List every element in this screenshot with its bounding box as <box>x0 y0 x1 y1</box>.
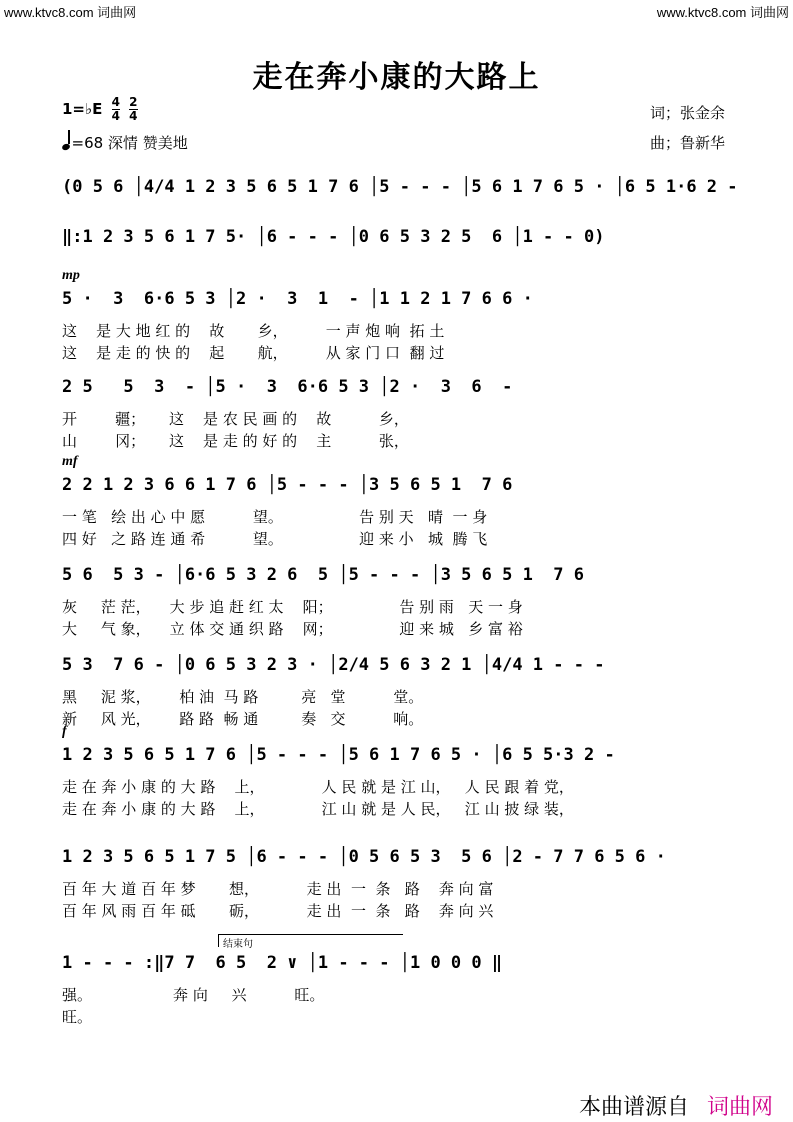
composer: 曲；鲁新华 <box>650 134 726 152</box>
quarter-note-icon <box>61 143 71 151</box>
lyric-line: 走 在 奔 小 康 的 大 路 上， 人 民 就 是 江 山， 人 民 跟 着 党， <box>62 778 574 796</box>
watermark-left: www.ktvc8.com 词曲网 <box>4 5 137 20</box>
notation-notes: 1 2 3 5 6 5 1 7 5 │6 - - - │0 5 6 5 3 5 6 │2 - 7 7 6 5 6 · <box>62 847 666 867</box>
notation-row <box>62 740 732 770</box>
lyric-line: 新 风 光， 路 路 畅 通 奏 交 响。 <box>62 710 424 728</box>
notation-row <box>62 948 732 978</box>
lyric-line: 强。 奔 向 兴 旺。 <box>62 986 325 1004</box>
lyric-line: 开 疆； 这 是 农 民 画 的 故 乡， <box>62 410 409 428</box>
notation-notes: ‖:1 2 3 5 6 1 7 5· │6 - - - │0 6 5 3 2 5 6 │1 - - 0) <box>62 227 605 247</box>
footer-source <box>579 1090 773 1121</box>
key-label: 1=♭E <box>62 100 103 118</box>
lyricist: 词；张金余 <box>650 104 726 122</box>
lyric-line: 黑 泥 浆， 柏 油 马 路 亮 堂 堂。 <box>62 688 424 706</box>
notation-row <box>62 470 732 500</box>
notation-notes: 5 6 5 3 - │6·6 5 3 2 6 5 │5 - - - │3 5 6 5 1 7 6 <box>62 565 584 585</box>
lyric-line: 这 是 走 的 快 的 起 航， 从 家 门 口 翻 过 <box>62 344 445 362</box>
ending-bracket: 结束句 <box>218 934 403 947</box>
footer-text: 本曲谱源自 <box>578 1095 689 1120</box>
song-title: 走在奔小康的大路上 <box>252 60 541 95</box>
notation-notes: 1 2 3 5 6 5 1 7 6 │5 - - - │5 6 1 7 6 5 · │6 5 5·3 2 - <box>62 745 615 765</box>
lyric-line: 大 气 象， 立 体 交 通 织 路 网； 迎 来 城 乡 富 裕 <box>62 620 523 638</box>
key-signature <box>62 96 138 123</box>
notation-notes: 5 · 3 6·6 5 3 │2 · 3 1 - │1 1 2 1 7 6 6 · <box>62 289 533 309</box>
notation-row <box>62 284 732 314</box>
notation-notes: 1 - - - :‖7 7 6 5 2 ∨ │1 - - - │1 0 0 0 ‖ <box>62 953 503 973</box>
notation-row <box>62 372 732 402</box>
time-signature-2: $\frac{2}{4}$ <box>129 95 138 123</box>
time-signature-1: $\frac{4}{4}$ <box>111 95 120 123</box>
notation-row <box>62 222 732 252</box>
watermark-right: www.ktvc8.com 词曲网 <box>656 5 789 20</box>
lyric-line: 百 年 风 雨 百 年 砥 砺， 走 出 一 条 路 奔 向 兴 <box>62 902 494 920</box>
dynamic-marking: mp <box>62 268 80 283</box>
lyric-line: 灰 茫 茫， 大 步 追 赶 红 太 阳； 告 别 雨 天 一 身 <box>62 598 523 616</box>
notation-notes: 2 5 5 3 - │5 · 3 6·6 5 3 │2 · 3 6 - <box>62 377 513 397</box>
tempo-text: =68 深情 赞美地 <box>71 134 188 152</box>
tempo-marking <box>62 132 188 153</box>
lyric-line: 一 笔 绘 出 心 中 愿 望。 告 别 天 晴 一 身 <box>62 508 488 526</box>
lyric-line: 四 好 之 路 连 通 希 望。 迎 来 小 城 腾 飞 <box>62 530 488 548</box>
dynamic-marking: f <box>62 724 67 739</box>
dynamic-marking: mf <box>62 454 78 469</box>
lyric-line: 这 是 大 地 红 的 故 乡， 一 声 炮 响 拓 土 <box>62 322 445 340</box>
lyric-line: 山 冈； 这 是 走 的 好 的 主 张， <box>62 432 409 450</box>
notation-row <box>62 560 732 590</box>
footer-brand: 词曲网 <box>706 1095 773 1120</box>
notation-row <box>62 650 732 680</box>
notation-notes: 5 3 7 6 - │0 6 5 3 2 3 · │2/4 5 6 3 2 1 │4/4 1 - - - <box>62 655 605 675</box>
lyric-line: 百 年 大 道 百 年 梦 想， 走 出 一 条 路 奔 向 富 <box>62 880 494 898</box>
lyric-line: 走 在 奔 小 康 的 大 路 上， 江 山 就 是 人 民， 江 山 披 绿 装， <box>62 800 574 818</box>
notation-notes: (0 5 6 │4/4 1 2 3 5 6 5 1 7 6 │5 - - - │5 6 1 7 6 5 · │6 5 1·6 2 - <box>62 177 738 197</box>
notation-row <box>62 172 738 202</box>
notation-notes: 2 2 1 2 3 6 6 1 7 6 │5 - - - │3 5 6 5 1 7 6 <box>62 475 513 495</box>
lyric-line: 旺。 <box>62 1008 93 1026</box>
notation-row <box>62 842 732 872</box>
